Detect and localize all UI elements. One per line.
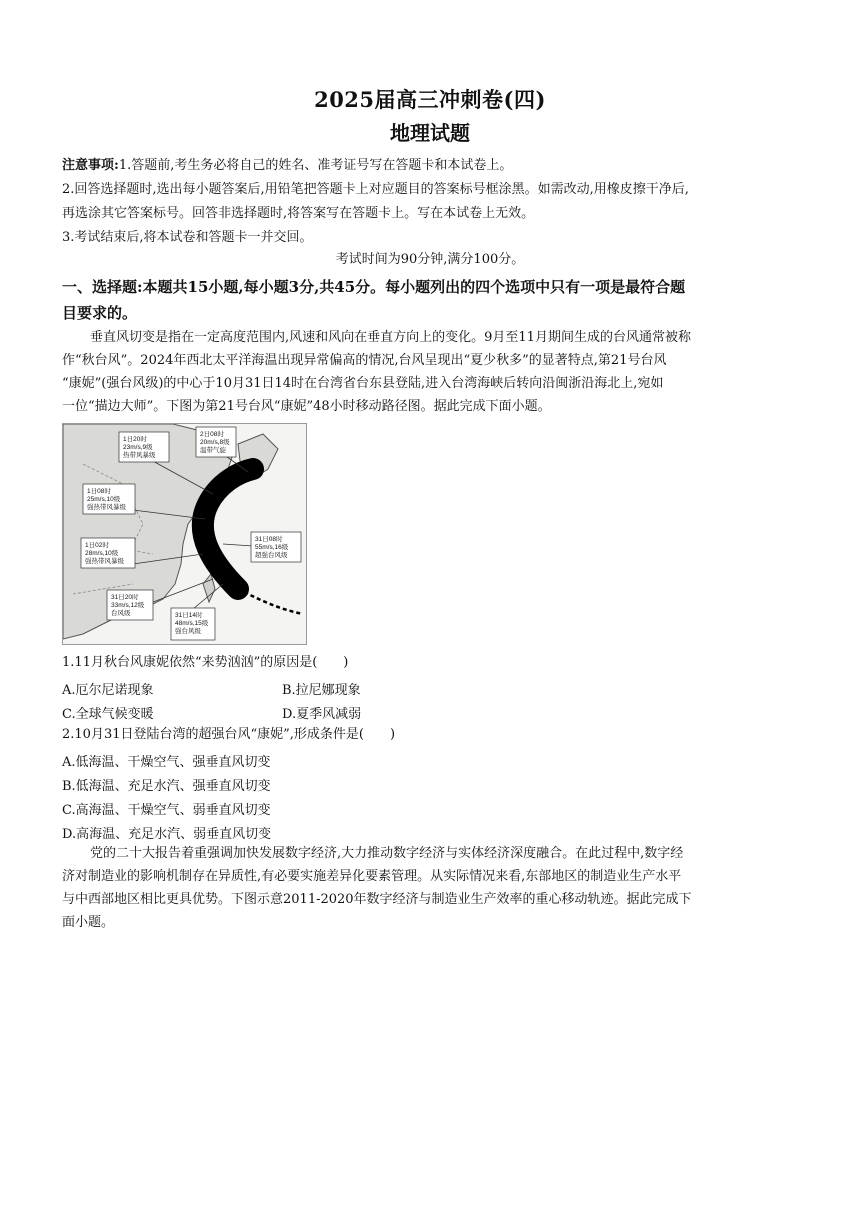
q1-option-b: B.拉尼娜现象	[282, 683, 361, 698]
q2-option-c: C.高海温、干燥空气、弱垂直风切变	[62, 803, 271, 818]
label-5-speed: 55m/s,16级	[255, 544, 289, 551]
label-1-speed: 20m/s,8级	[200, 439, 230, 446]
label-box-3	[83, 484, 135, 514]
taiwan-island	[203, 574, 215, 602]
label-2-level: 热带风暴级	[123, 452, 156, 459]
label-box-4	[81, 538, 135, 568]
passage1-line-1: 垂直风切变是指在一定高度范围内,风速和风向在垂直方向上的变化。9月至11月期间生成的台风通常被称	[90, 330, 691, 345]
label-7-time: 31日14时	[175, 612, 203, 619]
passage2-line-2: 济对制造业的影响机制存在异质性,有必要实施差异化要素管理。从实际情况来看,东部地区的制造业生产水平	[62, 869, 682, 884]
q2-stem: 2.10月31日登陆台湾的超强台风“康妮”,形成条件是( )	[62, 727, 396, 742]
q1-option-d: D.夏季风减弱	[282, 707, 362, 722]
label-4-speed: 28m/s,10级	[85, 550, 119, 557]
notes-item-2b: 再选涂其它答案标号。回答非选择题时,将答案写在答题卡上。写在本试卷上无效。	[62, 206, 535, 221]
passage2-line-1: 党的二十大报告着重强调加快发展数字经济,大力推动数字经济与实体经济深度融合。在此过程中,数字经	[90, 846, 684, 861]
label-3-level: 强热带风暴级	[87, 504, 126, 511]
label-box-6	[107, 590, 153, 620]
label-6-speed: 33m/s,12级	[111, 602, 145, 609]
exam-title: 2025届高三冲刺卷(四)	[314, 87, 546, 112]
label-4-level: 强热带风暴级	[85, 558, 124, 565]
label-3-time: 1日08时	[87, 488, 111, 495]
label-7-speed: 48m/s,15级	[175, 620, 209, 627]
passage1-line-3: “康妮”(强台风级)的中心于10月31日14时在台湾省台东县登陆,进入台湾海峡后转向沿闽浙沿海北上,宛如	[62, 376, 664, 391]
passage2-line-4: 面小题。	[62, 915, 115, 930]
typhoon-approach-path	[238, 589, 303, 614]
label-5-time: 31日08时	[255, 536, 283, 543]
label-6-level: 台风级	[111, 610, 131, 617]
label-5-level: 超强台风级	[255, 552, 288, 559]
label-1-time: 2日08时	[200, 431, 224, 438]
q2-option-d: D.高海温、充足水汽、弱垂直风切变	[62, 827, 272, 842]
label-2-time: 1日20时	[123, 436, 147, 443]
label-box-5	[251, 532, 301, 562]
passage1-line-4: 一位“描边大师”。下图为第21号台风“康妮”48小时移动路径图。据此完成下面小题。	[62, 399, 551, 414]
label-box-1	[196, 427, 236, 457]
label-7-level: 强台风级	[175, 628, 201, 635]
exam-time: 考试时间为90分钟,满分100分。	[335, 252, 525, 267]
notes-label: 注意事项:	[62, 158, 119, 173]
label-box-7	[171, 608, 215, 640]
label-1-level: 温带气旋	[200, 447, 226, 454]
label-3-speed: 25m/s,10级	[87, 496, 121, 503]
notes-line-1	[62, 158, 512, 174]
label-2-speed: 23m/s,9级	[123, 444, 153, 451]
label-6-time: 31日20时	[111, 594, 139, 601]
notes-item-3: 3.考试结束后,将本试卷和答题卡一并交回。	[62, 230, 313, 245]
q2-option-a: A.低海温、干燥空气、强垂直风切变	[62, 755, 271, 770]
exam-subject: 地理试题	[390, 121, 470, 145]
q1-option-a: A.厄尔尼诺现象	[62, 683, 154, 698]
typhoon-track-map	[62, 423, 307, 645]
typhoon-track	[203, 469, 253, 589]
q1-option-c: C.全球气候变暖	[62, 707, 154, 722]
passage2-line-3: 与中西部地区相比更具优势。下图示意2011-2020年数字经济与制造业生产效率的重心移动轨迹。据此完成下	[62, 892, 692, 907]
section-heading-line-1: 一、选择题:本题共15小题,每小题3分,共45分。每小题列出的四个选项中只有一项是最符合题	[62, 278, 686, 296]
passage1-line-2: 作“秋台风”。2024年西北太平洋海温出现异常偏高的情况,台风呈现出“夏少秋多”的显著特点,第21号台风	[62, 353, 667, 368]
section-heading-line-2: 目要求的。	[62, 304, 138, 322]
map-svg	[63, 424, 306, 644]
label-box-2	[119, 432, 169, 462]
notes-item-2a: 2.回答选择题时,选出每小题答案后,用铅笔把答题卡上对应题目的答案标号框涂黑。如需改动,用橡皮擦干净后,	[62, 182, 689, 197]
q2-option-b: B.低海温、充足水汽、强垂直风切变	[62, 779, 271, 794]
notes-item-1: 1.答题前,考生务必将自己的姓名、准考证号写在答题卡和本试卷上。	[118, 158, 513, 173]
label-4-time: 1日02时	[85, 542, 109, 549]
q1-stem: 1.11月秋台风康妮依然“来势汹汹”的原因是( )	[62, 655, 349, 670]
